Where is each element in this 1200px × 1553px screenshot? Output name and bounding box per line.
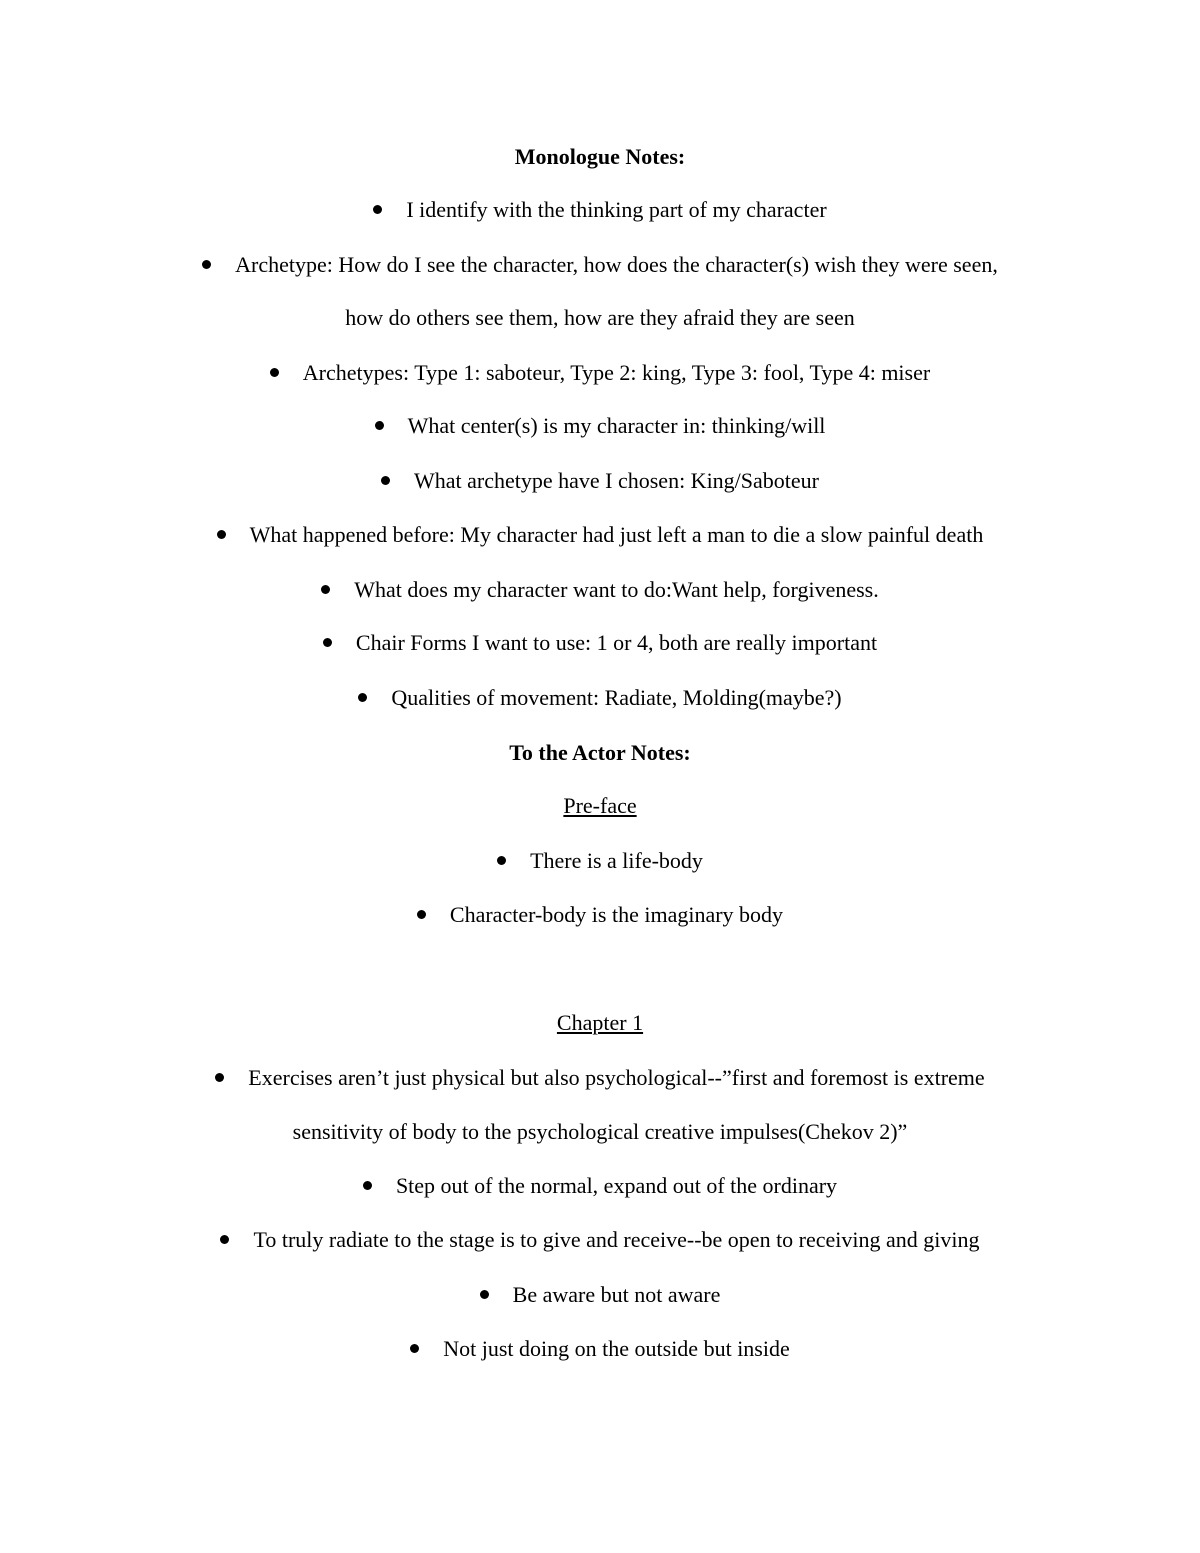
chapter-1-subheading [0, 1009, 1200, 1037]
monologue-notes-heading: Monologue Notes: [514, 144, 686, 169]
list-item-text: Not just doing on the outside but inside [443, 1336, 790, 1361]
list-item-text: Chair Forms I want to use: 1 or 4, both are really important [355, 630, 878, 655]
list-item [0, 901, 1200, 929]
bullet-icon [480, 1290, 489, 1299]
bullet-icon [373, 205, 382, 214]
list-item-text: Exercises aren’t just physical but also psychological--”first and foremost is extreme [248, 1065, 985, 1090]
list-item-text: To truly radiate to the stage is to give and receive--be open to receiving and giving [253, 1227, 980, 1252]
bullet-icon [375, 421, 384, 430]
list-item [0, 359, 1200, 387]
list-item-text: What does my character want to do:Want help, forgiveness. [354, 577, 879, 602]
bullet-icon [358, 693, 367, 702]
bullet-icon [410, 1344, 419, 1353]
list-item-text: What happened before: My character had just left a man to die a slow painful death [249, 522, 984, 547]
list-item-text: Qualities of movement: Radiate, Molding(maybe?) [391, 685, 842, 710]
list-item-text: Be aware but not aware [512, 1282, 721, 1307]
list-item [0, 1335, 1200, 1363]
list-item-text: There is a life-body [530, 848, 703, 873]
list-item [0, 521, 1200, 549]
list-item [0, 629, 1200, 657]
list-item-text: Character-body is the imaginary body [449, 902, 784, 927]
bullet-icon [497, 856, 506, 865]
list-item [0, 1172, 1200, 1200]
preface-title: Pre-face [563, 793, 637, 818]
bullet-icon [270, 368, 279, 377]
list-item [0, 467, 1200, 495]
bullet-icon [220, 1235, 229, 1244]
list-item [0, 196, 1200, 224]
list-item-continuation: sensitivity of body to the psychological creative impulses(Chekov 2)” [292, 1119, 908, 1144]
list-item-text: What archetype have I chosen: King/Saboteur [413, 468, 819, 493]
list-item [0, 251, 1200, 279]
list-item-continuation: how do others see them, how are they afraid they are seen [345, 305, 855, 330]
list-item [0, 576, 1200, 604]
list-item [0, 1281, 1200, 1309]
bullet-icon [215, 1073, 224, 1082]
list-item-text: Archetypes: Type 1: saboteur, Type 2: king, Type 3: fool, Type 4: miser [302, 360, 931, 385]
list-item-text: I identify with the thinking part of my character [406, 197, 827, 222]
bullet-icon [417, 910, 426, 919]
list-item-text: What center(s) is my character in: thinking/will [407, 413, 826, 438]
list-item [0, 1064, 1200, 1092]
preface-subheading [0, 792, 1200, 820]
list-item [0, 1226, 1200, 1254]
bullet-icon [363, 1181, 372, 1190]
actor-notes-heading: To the Actor Notes: [509, 740, 691, 765]
list-item-text: Step out of the normal, expand out of the ordinary [395, 1173, 838, 1198]
list-item [0, 684, 1200, 712]
bullet-icon [217, 530, 226, 539]
bullet-icon [202, 260, 211, 269]
list-item-text: Archetype: How do I see the character, how does the character(s) wish they were seen, [235, 252, 998, 277]
bullet-icon [323, 638, 332, 647]
chapter-1-title: Chapter 1 [556, 1010, 644, 1035]
list-item [0, 847, 1200, 875]
bullet-icon [321, 585, 330, 594]
bullet-icon [381, 476, 390, 485]
list-item [0, 412, 1200, 440]
